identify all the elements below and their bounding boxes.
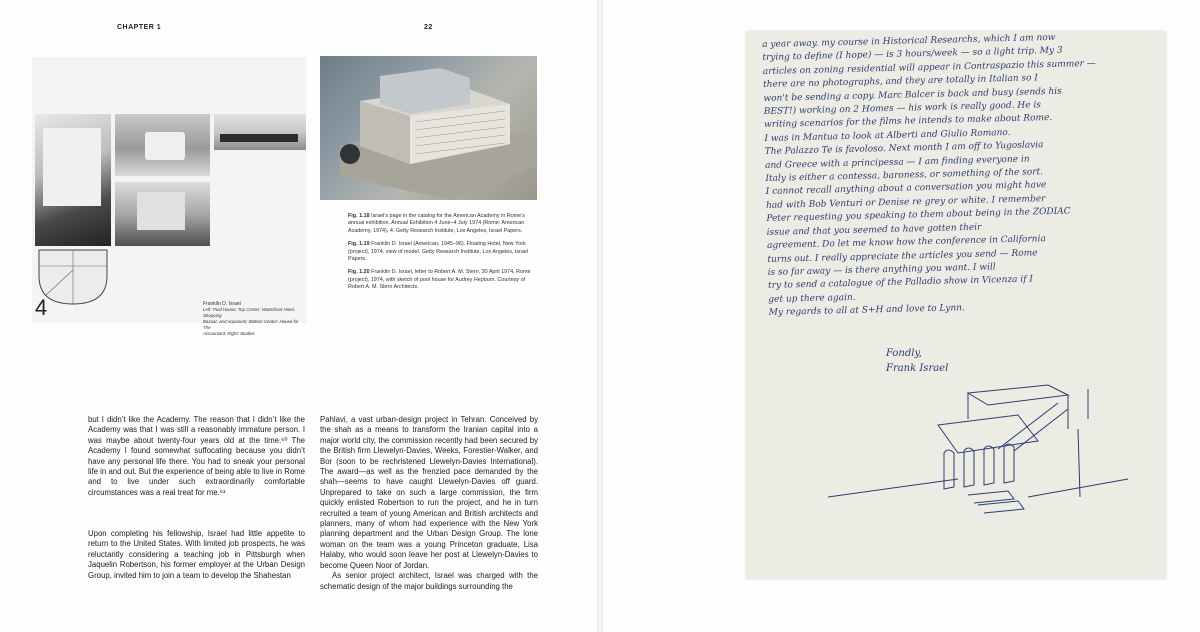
pool-house-sketch-icon bbox=[818, 379, 1138, 519]
letter-body: a year away. my course in Historical Researchs, which I am now trying to define (I hope) — is 3 hours/week — so a light trip. My 3 articles on zoning residential will appear in Contraspazio this summer — there are no photographs, and they are totally in Italian so I won't be sending a copy. Marc Balcer is back and busy (sends his BEST!) working on 2 Homes — his work is really good. He is writing scenarios for the films he intends to make about Rome. I was in Mantua to look at Alberti and Giulio Romano. The Palazzo Te is favoloso. Next month I am off to Yugoslavia and Greece with a principessa — I am finding everyone in Italy is either a contessa, baroness, or something of the sort. I cannot recall anything about a conversation you might have had with Bob Venturi or Denise re grey or white. I remember Peter requesting you speaking to them about being in the ZODIAC issue and that you seemed to have gotten their agreement. Do let me know how the conference in California turns out. I really appreciate the articles you send — Rome is so far away — is there anything you want. I will try to send a catalogue of the Palladio show in Vicenza if I get up there again. My regards to all at S+H and love to Lynn. bbox=[762, 32, 1096, 319]
waterfront-hotel-photo bbox=[115, 114, 210, 176]
block-quote: but I didn’t like the Academy. The reason that I didn’t like the Academy was that I was still a reasonably immature person. I was maybe about twenty-four years old at the time.⁶⁰ The Academy I found somewhat suffocating because you didn’t have any personal life there. You had to sneak your personal life in and out. But the experience of being able to live in Rome and to live under such extraordinarily comfortable circumstances was a real treat for me.⁶¹ bbox=[88, 415, 305, 497]
left-page bbox=[0, 0, 598, 632]
caption-fig-1-20: Fig. 1.20 Franklin D. Israel, letter to Robert A. M. Stern, 30 April 1974, Rome (project), 1974, with sketch of pool house for Audrey Hepburn. Courtesy of Robert A. M. Stern Architects. bbox=[348, 269, 531, 291]
catalog-page-figure bbox=[32, 57, 306, 336]
caption-fig-1-18: Fig. 1.18 Israel’s page in the catalog for the American Academy in Rome’s annual exhibition. Annual Exhibition 4 June–4 July 1974 (Rome: American Academy, 1974), 4. Getty Research Institute, Los Angeles, Israel Papers. bbox=[348, 213, 525, 234]
body-paragraph-2: Pahlavi, a vast urban-design project in Tehran. Conceived by the shah as a means to transform the Iranian capital into a major world city, the commission recently had been secured by the British firm Llewelyn-Davies, Weeks, Forestier-Walker, and Bor (soon to be rechristened Llewelyn-Davies International). The award—as well as the frenzied pace demanded by the shah—seems to have caught Llewelyn-Davies off guard. Unprepared to take on such a large commission, the firm quickly enlisted Robertson to run the project, and he in turn recruited a team of young American and British architects and planners, many of whom had experience with the New York planning department and the Urban Design Group. The lone woman on the team was a young Princeton graduate, Lisa Halaby, who would soon leave her post at Llewelyn-Davies to become Queen Noor of Jordan. bbox=[320, 415, 538, 570]
handwritten-letter bbox=[746, 31, 1166, 579]
floating-hotel-model-photo bbox=[320, 56, 537, 200]
figure-captions bbox=[348, 213, 538, 298]
chapter-label: CHAPTER 1 bbox=[117, 24, 162, 31]
house-for-accountant-photo bbox=[115, 182, 210, 246]
letter-signoff: Fondly, Frank Israel bbox=[886, 348, 949, 374]
studies-photo bbox=[214, 114, 306, 150]
body-paragraph-1: Upon completing his fellowship, Israel had little appetite to return to the United States. With limited job prospects, he was reluctantly considering a teaching job in Pittsburgh when Jaquelin Robertson, his former employer at the Urban Design Group, invited him to join a team to develop the Shahestan bbox=[88, 529, 305, 580]
page-number: 22 bbox=[424, 24, 433, 31]
pool-house-photo bbox=[35, 114, 111, 246]
body-column-right bbox=[320, 415, 538, 592]
caption-fig-1-19: Fig. 1.19 Franklin D. Israel (American, 1945–96). Floating Hotel, New York (project), 1974, view of model. Getty Research Institute, Los Angeles, Israel Papers. bbox=[348, 241, 529, 263]
catalog-page-number: 4 bbox=[35, 295, 48, 320]
figure4-caption: Franklin D. Israel Left: Pool House; Top Center: Waterfront Hotel, Shopping Bazaar, and Aquarium; Bottom Center: House for The Accountant; Right: Studies bbox=[203, 301, 299, 336]
body-paragraph-3: As senior project architect, Israel was charged with the schematic design of the major buildings surrounding the bbox=[320, 571, 538, 591]
